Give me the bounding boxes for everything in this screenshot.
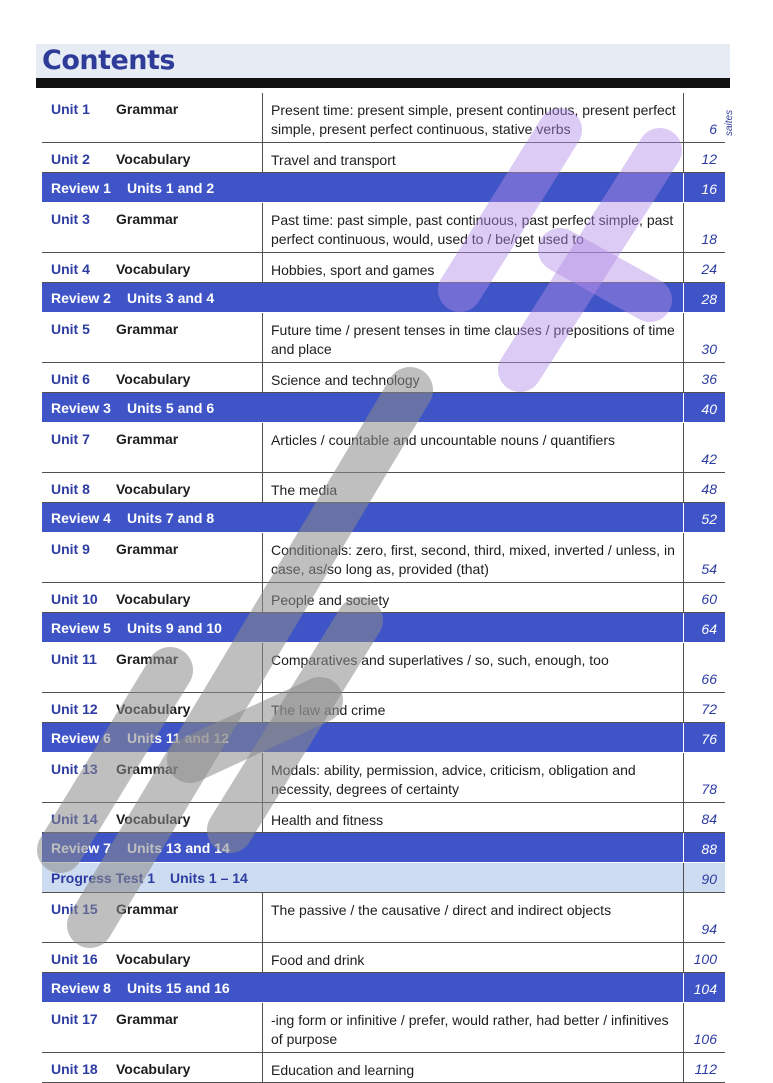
page-number: 30 [701, 341, 717, 357]
progress-test-row [42, 863, 725, 893]
review-row [42, 833, 725, 863]
unit-type: Vocabulary [116, 151, 191, 167]
section-units: Units 1 – 14 [170, 870, 248, 886]
column-divider [683, 393, 684, 422]
page-number: 100 [693, 951, 717, 967]
unit-type: Grammar [116, 101, 179, 117]
section-units: Units 1 and 2 [127, 180, 215, 196]
page-number: 12 [701, 151, 717, 167]
page-number: 106 [693, 1031, 717, 1047]
unit-type: Vocabulary [116, 951, 191, 967]
unit-label: Unit 9 [51, 541, 90, 557]
section-label: Review 8 [51, 980, 111, 996]
column-divider [683, 533, 684, 582]
contents-header-band [36, 44, 730, 78]
page-number: 88 [701, 841, 717, 857]
unit-type: Vocabulary [116, 261, 191, 277]
section-label: Review 2 [51, 290, 111, 306]
table-row [42, 533, 725, 583]
unit-label: Unit 17 [51, 1011, 98, 1027]
column-divider [683, 253, 684, 282]
page-number: 28 [701, 291, 717, 307]
page-number: 60 [701, 591, 717, 607]
table-row [42, 693, 725, 723]
column-divider [262, 893, 263, 942]
page-number: 52 [701, 511, 717, 527]
section-units: Units 13 and 14 [127, 840, 230, 856]
unit-description: Past time: past simple, past continuous, past perfect simple, past perfect continuous, would, used to / be/get used to [271, 212, 674, 247]
section-label: Review 7 [51, 840, 111, 856]
page-number: 94 [701, 921, 717, 937]
column-divider [262, 203, 263, 252]
unit-type: Grammar [116, 901, 179, 917]
page-number: 40 [701, 401, 717, 417]
unit-type: Grammar [116, 211, 179, 227]
table-row [42, 753, 725, 803]
unit-label: Unit 3 [51, 211, 90, 227]
unit-type: Grammar [116, 541, 179, 557]
unit-description: -ing form or infinitive / prefer, would rather, had better / infinitives of purpose [271, 1012, 669, 1047]
unit-description: Modals: ability, permission, advice, criticism, obligation and necessity, degrees of certainty [271, 762, 636, 797]
page-number: 48 [701, 481, 717, 497]
table-row [42, 253, 725, 283]
contents-table [42, 93, 725, 1083]
column-divider [683, 613, 684, 642]
page-number: 104 [693, 981, 717, 997]
unit-label: Unit 7 [51, 431, 90, 447]
unit-label: Unit 13 [51, 761, 98, 777]
side-label: saites [724, 109, 735, 136]
column-divider [683, 1053, 684, 1082]
page-number: 18 [701, 231, 717, 247]
column-divider [262, 253, 263, 282]
section-units: Units 3 and 4 [127, 290, 215, 306]
table-row [42, 1003, 725, 1053]
column-divider [683, 93, 684, 142]
unit-type: Vocabulary [116, 591, 191, 607]
column-divider [683, 863, 684, 892]
unit-type: Grammar [116, 321, 179, 337]
unit-type: Vocabulary [116, 481, 191, 497]
unit-label: Unit 18 [51, 1061, 98, 1077]
column-divider [262, 803, 263, 832]
column-divider [683, 973, 684, 1002]
column-divider [262, 753, 263, 802]
column-divider [683, 173, 684, 202]
unit-type: Vocabulary [116, 1061, 191, 1077]
review-row [42, 283, 725, 313]
table-row [42, 583, 725, 613]
column-divider [683, 203, 684, 252]
unit-label: Unit 5 [51, 321, 90, 337]
column-divider [262, 1003, 263, 1052]
page-number: 76 [701, 731, 717, 747]
column-divider [683, 803, 684, 832]
page-number: 112 [694, 1061, 717, 1077]
unit-label: Unit 12 [51, 701, 98, 717]
unit-description: Present time: present simple, present continuous, present perfect simple, present perfect continuous, stative verbs [271, 102, 676, 137]
page-number: 54 [701, 561, 717, 577]
column-divider [262, 423, 263, 472]
unit-description: Articles / countable and uncountable nouns / quantifiers [271, 432, 616, 448]
unit-type: Grammar [116, 651, 179, 667]
unit-description: The law and crime [271, 702, 386, 718]
unit-type: Grammar [116, 761, 179, 777]
column-divider [262, 93, 263, 142]
section-label: Review 5 [51, 620, 111, 636]
table-row [42, 423, 725, 473]
page-number: 16 [701, 181, 717, 197]
column-divider [683, 723, 684, 752]
section-label: Progress Test 1 [51, 870, 156, 886]
unit-label: Unit 14 [51, 811, 98, 827]
section-label: Review 1 [51, 180, 111, 196]
page-number: 24 [701, 261, 717, 277]
column-divider [262, 1053, 263, 1082]
table-row [42, 143, 725, 173]
section-units: Units 5 and 6 [127, 400, 215, 416]
table-row [42, 803, 725, 833]
column-divider [683, 283, 684, 312]
unit-label: Unit 15 [51, 901, 98, 917]
column-divider [262, 143, 263, 172]
column-divider [262, 693, 263, 722]
unit-description: Health and fitness [271, 812, 384, 828]
review-row [42, 723, 725, 753]
column-divider [262, 643, 263, 692]
unit-type: Vocabulary [116, 371, 191, 387]
table-row [42, 943, 725, 973]
page-number: 66 [701, 671, 717, 687]
table-row [42, 203, 725, 253]
column-divider [683, 833, 684, 862]
unit-label: Unit 8 [51, 481, 90, 497]
section-label: Review 4 [51, 510, 111, 526]
column-divider [683, 363, 684, 392]
page-number: 84 [701, 811, 717, 827]
table-row [42, 1053, 725, 1083]
column-divider [683, 583, 684, 612]
review-row [42, 393, 725, 423]
column-divider [683, 473, 684, 502]
page-number: 90 [701, 871, 717, 887]
page-number: 72 [701, 701, 717, 717]
column-divider [262, 583, 263, 612]
page-title: Contents [42, 45, 176, 76]
unit-description: Conditionals: zero, first, second, third, mixed, inverted / unless, in case, as/so long as, provided (that) [271, 542, 675, 577]
unit-label: Unit 16 [51, 951, 98, 967]
column-divider [683, 143, 684, 172]
table-row [42, 93, 725, 143]
section-label: Review 6 [51, 730, 111, 746]
title-rule [36, 78, 730, 88]
review-row [42, 613, 725, 643]
unit-label: Unit 10 [51, 591, 98, 607]
column-divider [683, 943, 684, 972]
unit-description: Hobbies, sport and games [271, 262, 435, 278]
unit-type: Vocabulary [116, 701, 191, 717]
section-units: Units 9 and 10 [127, 620, 222, 636]
column-divider [262, 363, 263, 392]
review-row [42, 503, 725, 533]
column-divider [683, 423, 684, 472]
page-number: 78 [701, 781, 717, 797]
unit-description: Travel and transport [271, 152, 396, 168]
column-divider [683, 1003, 684, 1052]
unit-description: Education and learning [271, 1062, 415, 1078]
unit-label: Unit 1 [51, 101, 90, 117]
column-divider [683, 643, 684, 692]
unit-type: Vocabulary [116, 811, 191, 827]
table-row [42, 643, 725, 693]
column-divider [683, 693, 684, 722]
section-units: Units 7 and 8 [127, 510, 215, 526]
page-number: 36 [701, 371, 717, 387]
column-divider [683, 503, 684, 532]
unit-description: Food and drink [271, 952, 365, 968]
section-label: Review 3 [51, 400, 111, 416]
section-units: Units 15 and 16 [127, 980, 230, 996]
page-number: 42 [701, 451, 717, 467]
unit-label: Unit 11 [51, 651, 97, 667]
unit-description: Future time / present tenses in time clauses / prepositions of time and place [271, 322, 675, 357]
column-divider [262, 313, 263, 362]
unit-type: Grammar [116, 431, 179, 447]
review-row [42, 973, 725, 1003]
unit-label: Unit 2 [51, 151, 90, 167]
column-divider [683, 753, 684, 802]
column-divider [262, 473, 263, 502]
unit-description: The media [271, 482, 338, 498]
column-divider [262, 943, 263, 972]
column-divider [262, 533, 263, 582]
table-row [42, 893, 725, 943]
unit-description: The passive / the causative / direct and indirect objects [271, 902, 612, 918]
unit-label: Unit 4 [51, 261, 90, 277]
page-number: 64 [701, 621, 717, 637]
section-units: Units 11 and 12 [127, 730, 229, 746]
unit-description: Science and technology [271, 372, 420, 388]
unit-label: Unit 6 [51, 371, 90, 387]
unit-description: People and society [271, 592, 390, 608]
column-divider [683, 893, 684, 942]
unit-description: Comparatives and superlatives / so, such, enough, too [271, 652, 609, 668]
page-number: 6 [709, 121, 717, 137]
review-row [42, 173, 725, 203]
unit-type: Grammar [116, 1011, 179, 1027]
column-divider [683, 313, 684, 362]
table-row [42, 313, 725, 363]
table-row [42, 473, 725, 503]
table-row [42, 363, 725, 393]
